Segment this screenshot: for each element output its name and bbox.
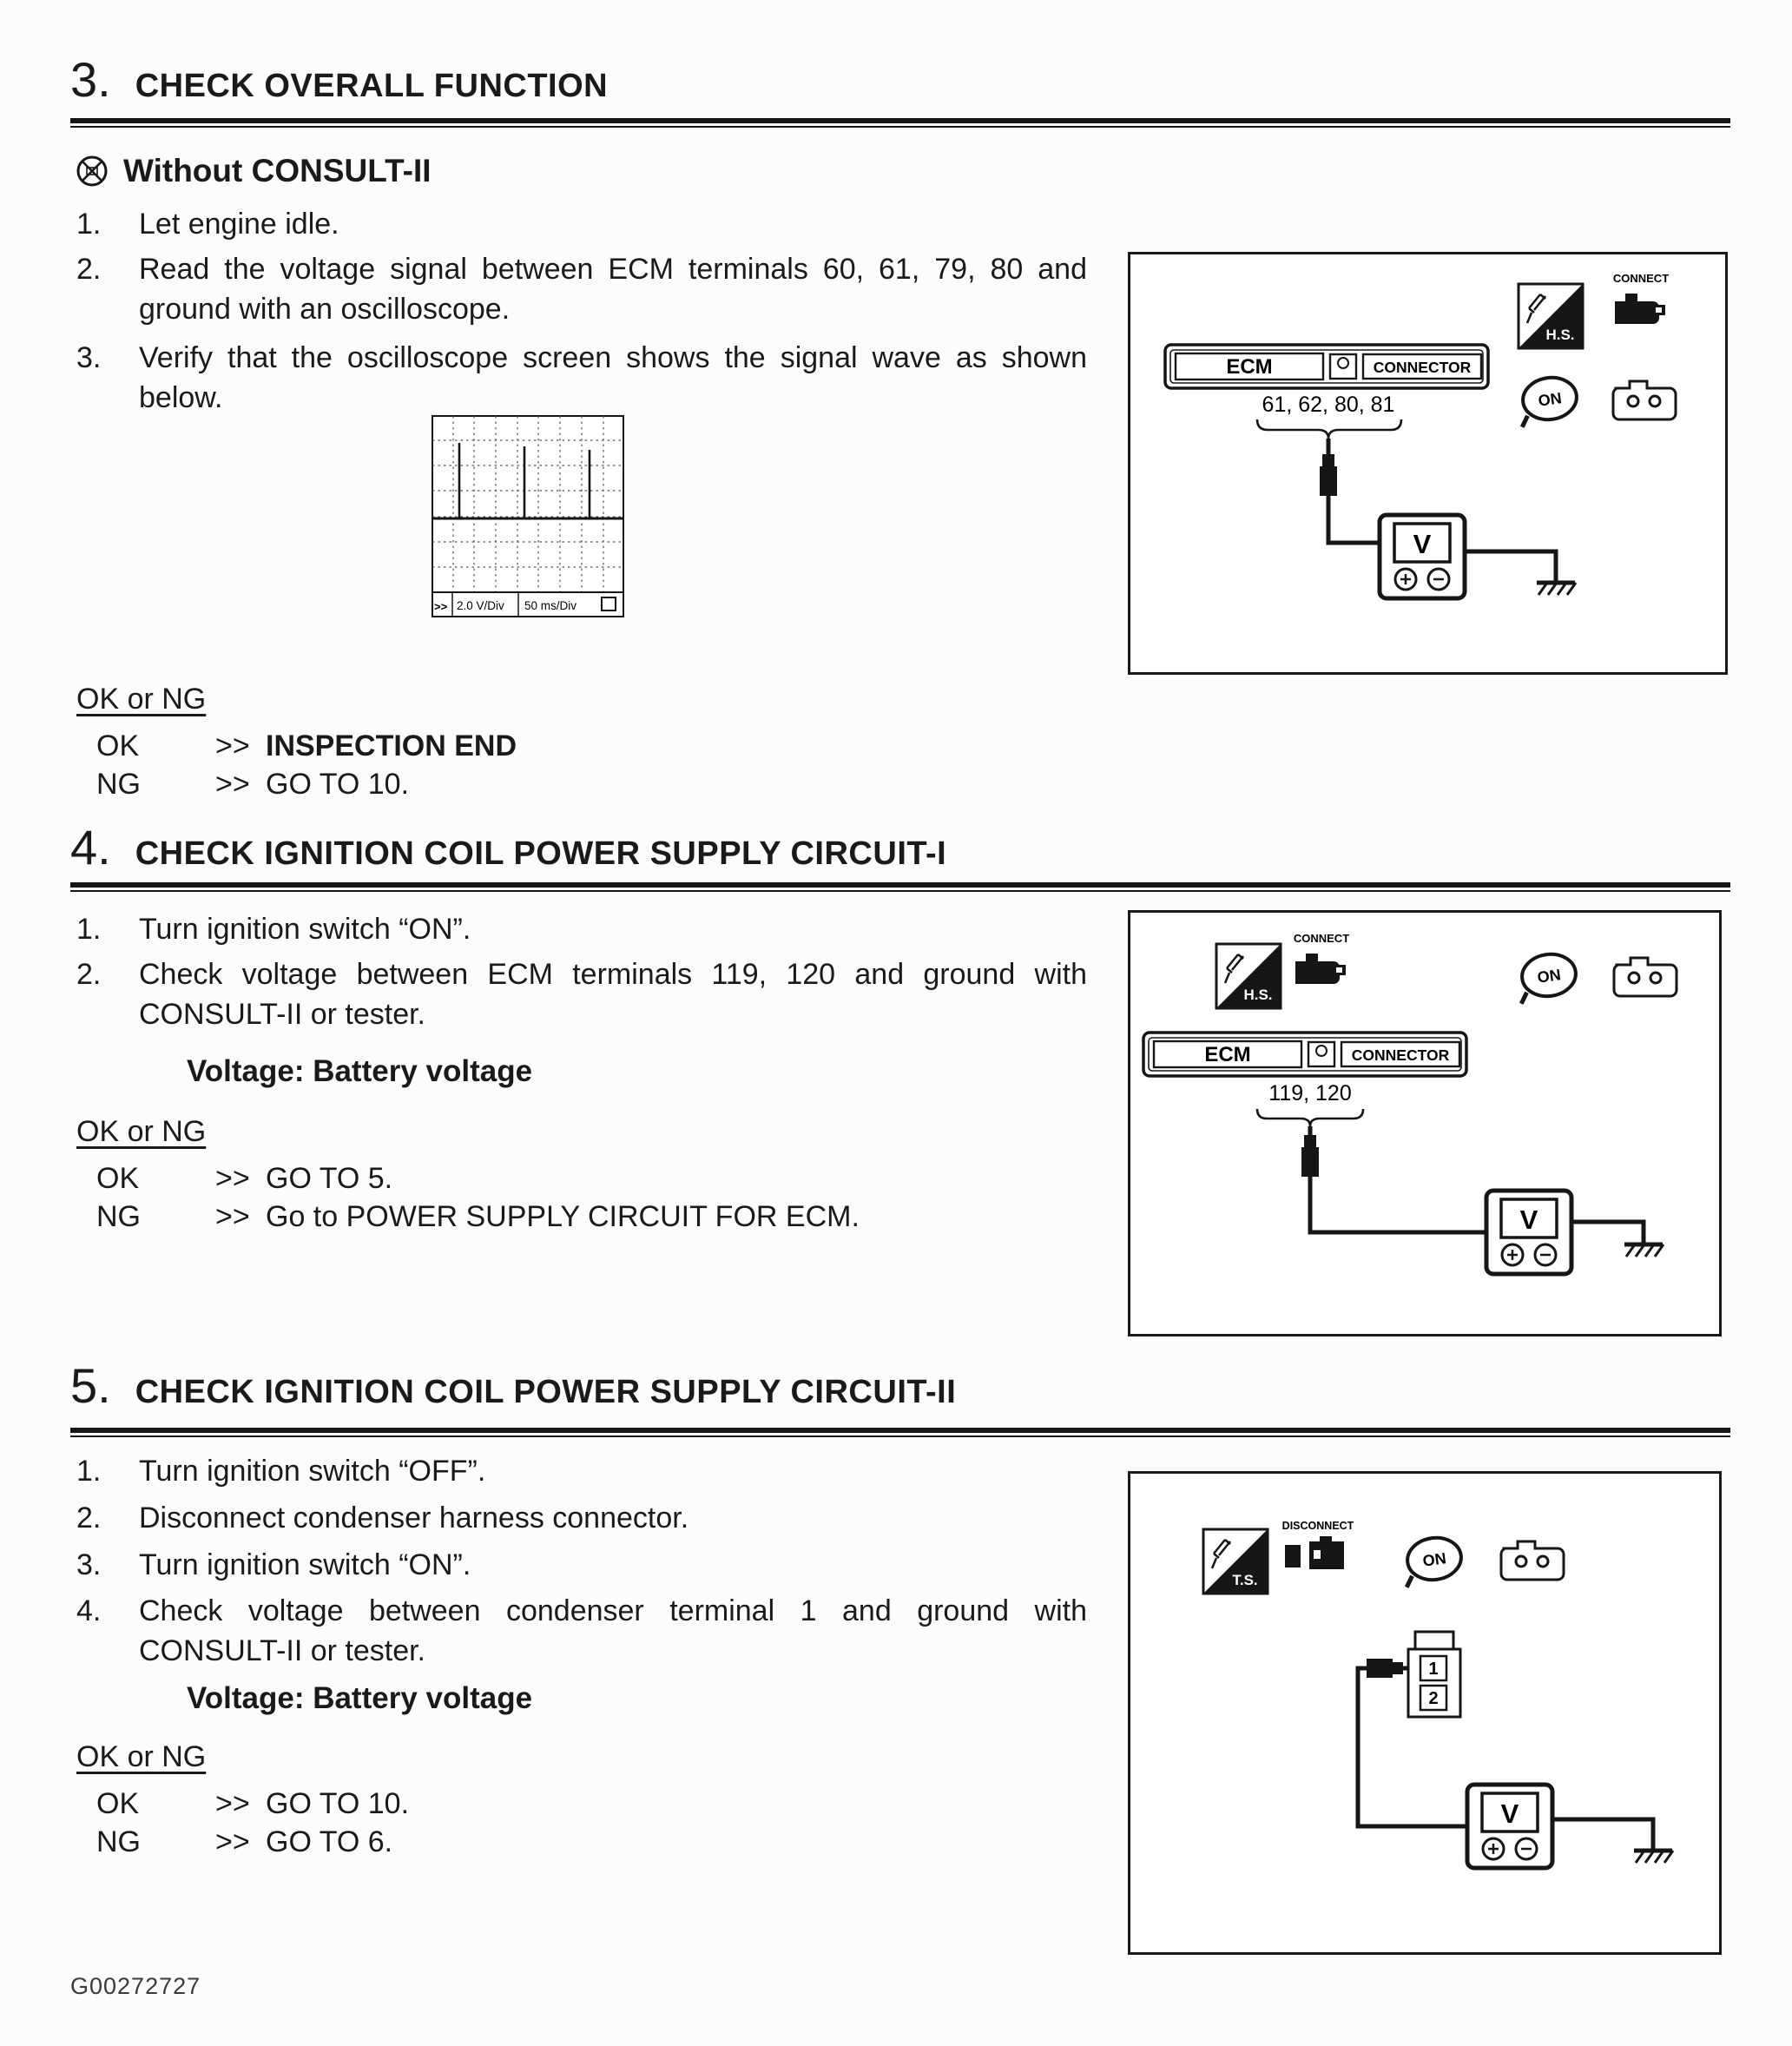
step-text: Turn ignition switch “ON”. [139,1548,471,1581]
result-arrow: >> [215,768,250,801]
scope-time-per-div: 50 ms/Div [524,599,577,612]
harness-connector-icon [1501,1541,1564,1580]
on-label: ON [1421,1549,1447,1570]
ecm-connector-bar [1143,1033,1466,1076]
voltage-spec: Voltage: Battery voltage [187,1054,533,1088]
voltmeter-label: V [1500,1798,1519,1829]
ecm-label: ECM [1204,1043,1251,1066]
result-state: OK [96,1162,140,1195]
figure-code: G00272727 [70,1973,201,1999]
voltmeter-plus [1483,1838,1504,1859]
ts-label: T.S. [1232,1572,1258,1588]
without-consult-row [75,153,432,189]
diagram-ecm-power [1130,913,1719,1334]
terminal-brace [1257,1109,1363,1126]
step-text: Turn ignition switch “OFF”. [139,1455,486,1488]
ground-symbol [1537,574,1576,595]
voltmeter-plus [1502,1244,1523,1265]
step-row [76,910,1087,950]
header-rule [70,882,1730,892]
section-title: CHECK IGNITION COIL POWER SUPPLY CIRCUIT-II [135,1374,957,1410]
result-row [96,1787,409,1821]
diagram-box-condenser-check [1128,1471,1722,1955]
step-text: Verify that the oscilloscope screen shows the signal wave as shown below. [139,341,1087,414]
result-arrow: >> [215,1200,250,1233]
result-action: GO TO 6. [266,1825,393,1858]
section-4-header [70,820,947,874]
result-row [96,1162,392,1196]
voltmeter-minus [1428,569,1449,590]
ground-symbol [1634,1842,1673,1863]
condenser-terminal-2: 2 [1428,1689,1439,1708]
section-3-header [70,52,609,107]
terminal-label: 119, 120 [1268,1081,1352,1106]
scope-grid [432,416,623,592]
ok-ng-label: OK or NG [76,1115,207,1148]
result-row [96,1825,392,1859]
section-title: CHECK IGNITION COIL POWER SUPPLY CIRCUIT-I [135,835,947,872]
hs-label: H.S. [1243,987,1273,1003]
step-row [76,1499,1087,1539]
subheading-label: Without CONSULT-II [123,153,432,188]
step-number: 1. [76,1455,102,1488]
terminal-label: 61, 62, 80, 81 [1262,393,1395,417]
result-arrow: >> [215,1787,250,1820]
probe-connector [1320,454,1337,496]
voltmeter-label: V [1413,529,1432,559]
step-row [76,1592,1087,1671]
step-text: Check voltage between condenser terminal 1 and ground with CONSULT-II or tester. [139,1594,1087,1667]
result-action: GO TO 10. [266,1787,410,1820]
result-arrow: >> [215,1162,250,1195]
result-state: OK [96,729,140,762]
step-row [76,250,1087,329]
ground-wire [1571,1222,1644,1236]
result-row [96,729,517,763]
diagram-box-ecm-signal-check [1128,252,1728,675]
step-row [76,1452,1087,1492]
result-action: GO TO 5. [266,1162,393,1195]
diagram-box-ecm-power-check [1128,910,1722,1336]
step-number: 3. [76,1548,102,1581]
scope-marker: >> [434,600,448,613]
result-state: NG [96,1825,141,1858]
result-arrow: >> [215,729,250,762]
scope-volts-per-div: 2.0 V/Div [457,599,504,612]
ignition-on-icon [1400,1534,1465,1587]
ground-symbol [1624,1236,1664,1257]
result-action: INSPECTION END [266,729,517,762]
section-number: 3. [70,52,111,107]
hs-icon [1519,284,1583,348]
voltmeter [1467,1785,1552,1868]
connect-label: CONNECT [1612,272,1670,285]
result-row [96,1200,860,1234]
disconnect-label: DISCONNECT [1281,1520,1354,1532]
section-title: CHECK OVERALL FUNCTION [135,68,609,104]
ecm-label: ECM [1226,355,1273,379]
voltage-spec: Voltage: Battery voltage [187,1681,533,1715]
step-text: Read the voltage signal between ECM terminals 60, 61, 79, 80 and ground with an oscilloscope. [139,253,1087,326]
voltmeter-minus [1535,1244,1556,1265]
voltmeter [1380,515,1465,598]
ok-ng-label: OK or NG [76,1740,207,1773]
connector-label: CONNECTOR [1351,1046,1450,1064]
step-number: 1. [76,913,102,946]
step-row [76,1546,1087,1586]
result-action: Go to POWER SUPPLY CIRCUIT FOR ECM. [266,1200,860,1233]
probe-connector [1367,1659,1403,1678]
hs-icon [1216,944,1281,1008]
section-number: 4. [70,820,111,874]
step-number: 4. [76,1594,102,1627]
disconnect-icon [1282,1520,1354,1569]
step-number: 2. [76,1502,102,1534]
connector-label: CONNECTOR [1373,359,1472,376]
step-row [76,205,1087,245]
section-number: 5. [70,1358,111,1413]
ecm-connector-bar [1165,345,1488,388]
on-label: ON [1536,966,1562,987]
probe-wire [1310,1126,1488,1232]
ground-wire [1465,551,1556,574]
step-number: 2. [76,253,102,286]
result-state: OK [96,1787,140,1820]
step-text: Let engine idle. [139,208,339,241]
scope-scale-bar [432,592,623,617]
step-number: 2. [76,958,102,991]
without-consult-icon [75,154,109,188]
connect-icon [1613,272,1669,324]
ground-wire [1552,1819,1653,1842]
ignition-on-icon [1516,374,1580,427]
terminal-brace [1257,419,1401,439]
result-state: NG [96,768,141,801]
condenser-terminal-1: 1 [1428,1660,1439,1679]
step-row [76,955,1087,1034]
hs-label: H.S. [1545,327,1575,343]
ts-icon [1203,1529,1268,1594]
condenser-connector [1408,1632,1460,1717]
voltmeter-plus [1395,569,1416,590]
probe-connector [1301,1135,1319,1177]
connect-icon [1294,932,1349,984]
diagram-ecm-signal [1130,254,1725,672]
voltmeter-label: V [1519,1204,1538,1235]
step-row [76,339,1087,418]
voltmeter-minus [1516,1838,1537,1859]
result-row [96,768,409,802]
on-label: ON [1537,389,1563,410]
connect-label: CONNECT [1293,932,1350,945]
ok-ng-label: OK or NG [76,683,207,716]
step-text: Turn ignition switch “ON”. [139,913,471,946]
oscilloscope [432,415,624,624]
harness-connector-icon [1613,381,1676,419]
ignition-on-icon [1515,951,1579,1004]
header-rule [70,118,1730,128]
result-action: GO TO 10. [266,768,410,801]
step-text: Disconnect condenser harness connector. [139,1502,689,1534]
section-5-header [70,1358,957,1413]
harness-connector-icon [1614,958,1677,996]
result-arrow: >> [215,1825,250,1858]
step-number: 1. [76,208,102,241]
diagram-condenser [1130,1474,1719,1952]
result-state: NG [96,1200,141,1233]
header-rule [70,1428,1730,1437]
voltmeter [1486,1191,1571,1274]
step-number: 3. [76,341,102,374]
step-text: Check voltage between ECM terminals 119, 120 and ground with CONSULT-II or tester. [139,958,1087,1031]
